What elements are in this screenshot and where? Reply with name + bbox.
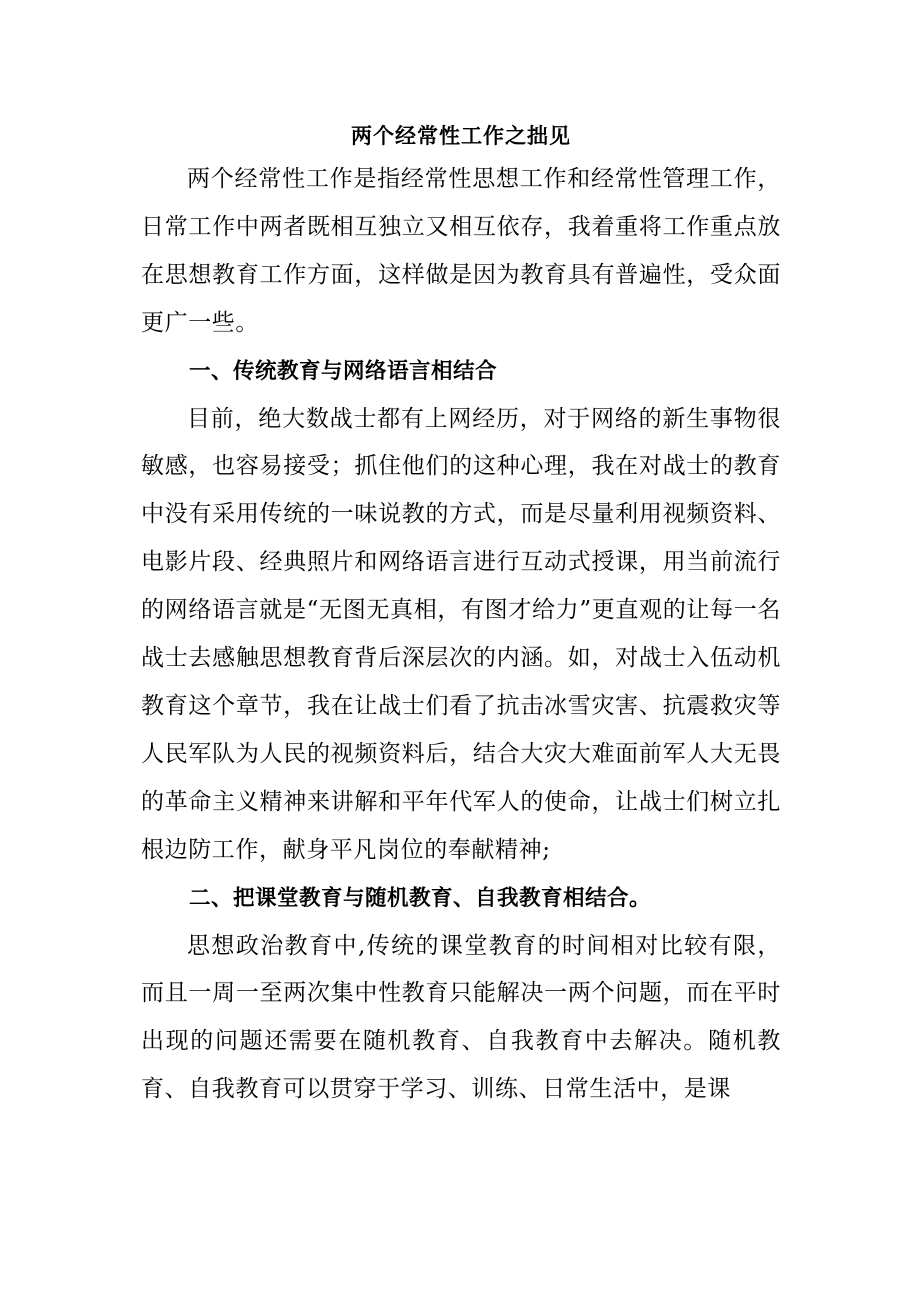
document-page: [141, 116, 781, 1114]
section-1-heading: 一、传统教育与网络语言相结合: [189, 358, 498, 384]
section-1-paragraph: 目前，绝大数战士都有上网经历，对于网络的新生事物很敏感，也容易接受；抓住他们的这种心理，我在对战士的教育中没有采用传统的一味说教的方式，而是尽量利用视频资料、电影片段、经典照片和网络语言进行互动式授课，用当前流行的网络语言就是“无图无真相，有图才给力”更直观的让每一名战士去感触思想教育背后深层次的内涵。如，对战士入伍动机教育这个章节，我在让战士们看了抗击冰雪灾害、抗震救灾等人民军队为人民的视频资料后，结合大灾大难面前军人大无畏的革命主义精神来讲解和平年代军人的使命，让战士们树立扎根边防工作，献身平凡岗位的奉献精神;: [141, 405, 781, 863]
intro-paragraph: 两个经常性工作是指经常性思想工作和经常性管理工作，日常工作中两者既相互独立又相互依存，我着重将工作重点放在思想教育工作方面，这样做是因为教育具有普遍性，受众面更广一些。: [141, 166, 781, 336]
document-title: 两个经常性工作之拙见: [351, 124, 571, 148]
section-2-paragraph: 思想政治教育中,传统的课堂教育的时间相对比较有限，而且一周一至两次集中性教育只能解决一两个问题，而在平时出现的问题还需要在随机教育、自我教育中去解决。随机教育、自我教育可以贯穿于学习、训练、日常生活中，是课: [141, 932, 781, 1103]
section-2-heading: 二、把课堂教育与随机教育、自我教育相结合。: [189, 885, 652, 911]
